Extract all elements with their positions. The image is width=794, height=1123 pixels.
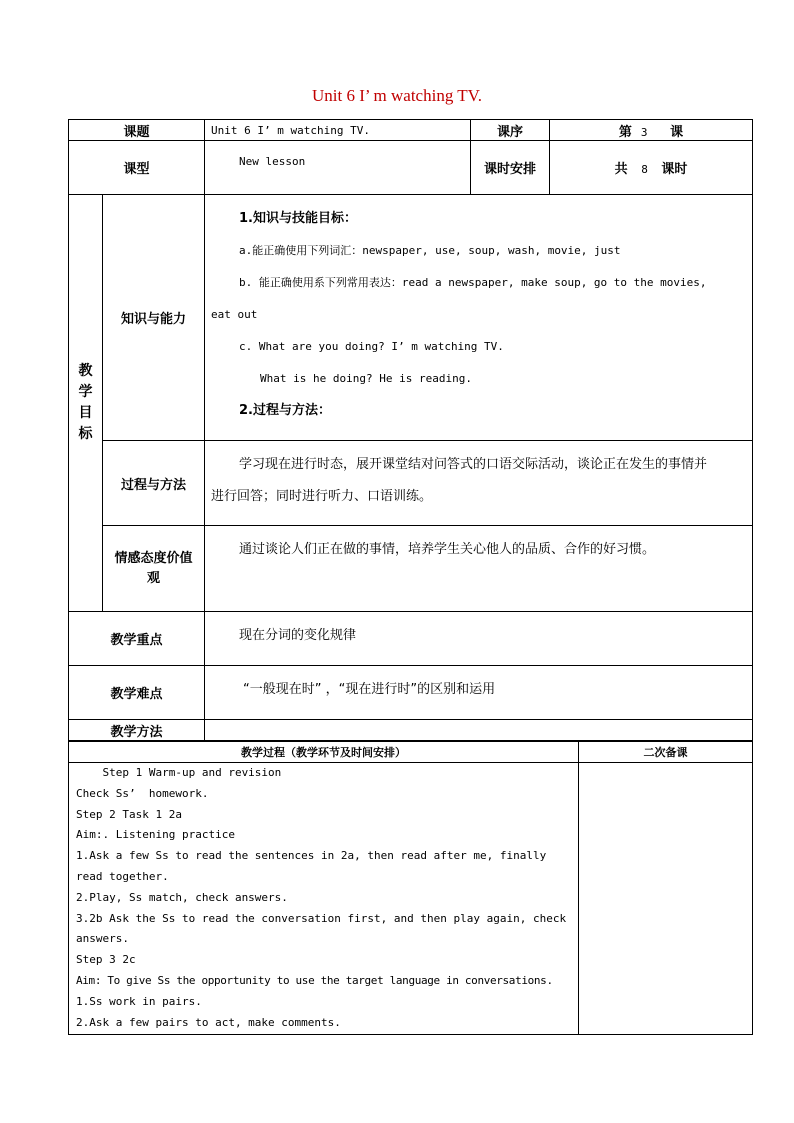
process-line: Step 3 2c [76,953,136,967]
process-line: Aim:. Listening practice [76,828,235,842]
attitude-content: 通过谈论人们正在做的事情，培养学生关心他人的品质、合作的好习惯。 [205,526,753,612]
process-line: 2.Ask a few pairs to act, make comments. [76,1015,341,1029]
teaching-process-table [68,741,753,1035]
process-line: 3.2b Ask the Ss to read the conversation first, and then play again, check [76,911,567,925]
second-prep-header: 二次备课 [579,742,753,763]
order-value: 第 3 课 [550,120,753,141]
process-line: read together. [76,869,169,883]
second-prep-content [579,763,753,1035]
key-points-content: 现在分词的变化规律 [205,612,753,666]
process-line: Aim: To give Ss the opportunity to use the target language in conversations. [76,973,553,987]
process-line: Step 1 Warm-up and revision [76,766,282,779]
methods-label: 教学方法 [69,720,205,741]
schedule-value: 共 8 课时 [550,141,753,195]
topic-label: 课题 [69,120,205,141]
topic-value: Unit 6 I’ m watching TV. [205,120,471,141]
process-line: Check Ss’ homework. [76,786,209,800]
process-line: Step 2 Task 1 2a [76,807,182,821]
difficulties-label: 教学难点 [69,666,205,720]
knowledge-label: 知识与能力 [103,195,205,441]
process-method-content: 学习现在进行时态，展开课堂结对问答式的口语交际活动，谈论正在发生的事情并 进行回答；同时进行听力、口语训练。 [205,441,753,526]
process-header: 教学过程（教学环节及时间安排） [69,742,579,763]
process-line: answers. [76,932,129,946]
page-title: Unit 6 I’ m watching TV. [312,86,482,105]
order-label: 课序 [471,120,550,141]
methods-content [205,720,753,741]
knowledge-content: 1.知识与技能目标： a.能正确使用下列词汇：newspaper, use, soup, wash, movie, just b. 能正确使用系下列常用表达：read a newspaper, make soup, go to the movies, eat out c. What are you doing? I’ m watching TV. What is he doing? He is reading. 2.过程与方法： [205,195,753,441]
schedule-label: 课时安排 [471,141,550,195]
goals-group-label: 教 学 目 标 [69,195,103,612]
lesson-info-table [68,119,753,741]
attitude-label: 情感态度价值 观 [103,526,205,612]
process-line: 1.Ask a few Ss to read the sentences in 2a, then read after me, finally [76,849,547,863]
difficulties-content: “一般现在时” ，“现在进行时”的区别和运用 [205,666,753,720]
key-points-label: 教学重点 [69,612,205,666]
process-steps [69,763,579,1035]
process-line: 2.Play, Ss match, check answers. [76,890,288,904]
process-line: 1.Ss work in pairs. [76,994,202,1008]
process-method-label: 过程与方法 [103,441,205,526]
type-label: 课型 [69,141,205,195]
type-value: New lesson [205,141,471,195]
